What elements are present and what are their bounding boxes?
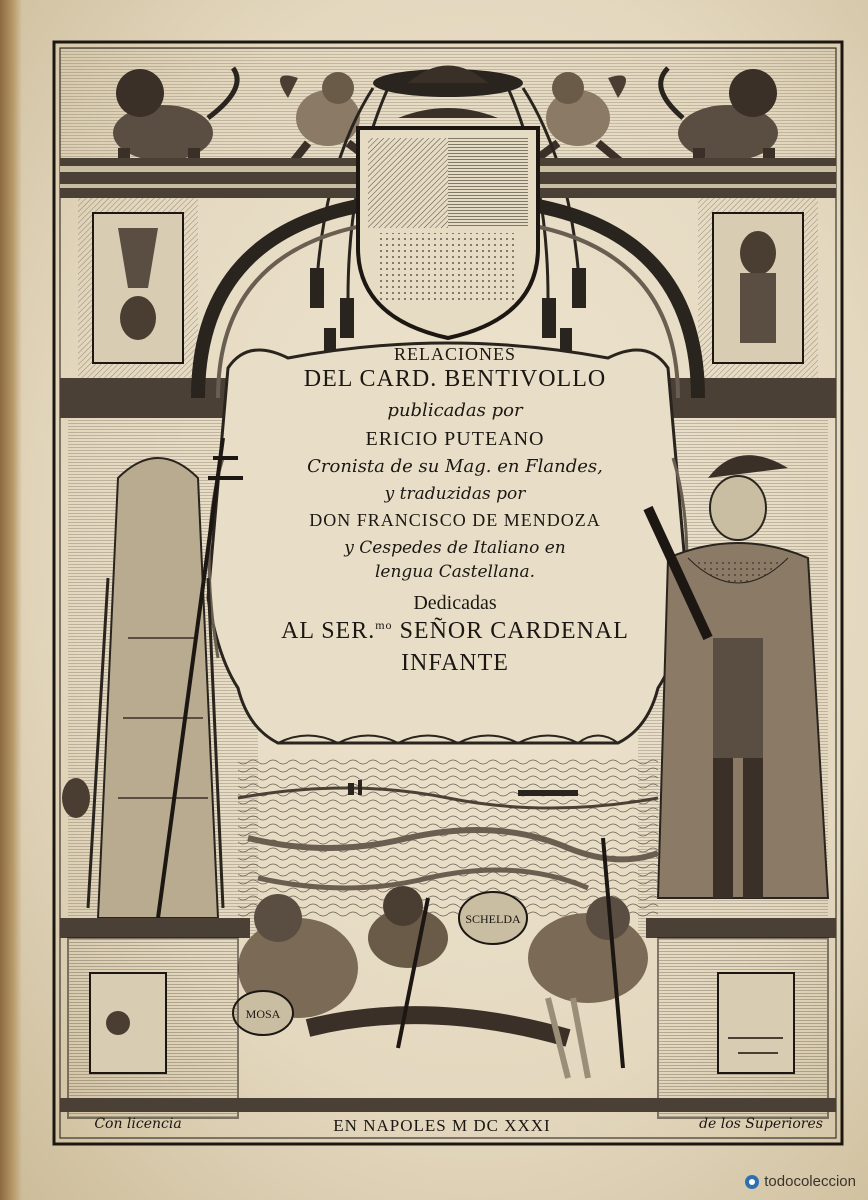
imprint-place-date: EN NAPOLES M DC XXXI — [333, 1116, 551, 1135]
title-line-dedicadas: Dedicadas — [413, 592, 497, 614]
title-line-publicadas: publicadas por — [387, 400, 523, 421]
imprint-licencia: Con licencia — [94, 1116, 182, 1132]
watermark — [744, 1173, 856, 1190]
title-text-block — [250, 344, 660, 714]
dedicatee-superscript: mo — [375, 618, 393, 632]
title-line-cespedes: y Cespedes de Italiano en — [344, 538, 566, 558]
dedicatee-prefix: AL SER. — [281, 618, 376, 644]
dedicatee-title: SEÑOR CARDENAL — [399, 618, 629, 644]
title-line-dedicatee — [250, 618, 660, 645]
title-line-cardinal: DEL CARD. BENTIVOLLO — [303, 366, 607, 392]
title-line-relaciones: RELACIONES — [394, 344, 516, 364]
urn-left-label: MOSA — [245, 1007, 281, 1021]
title-line-translator: DON FRANCISCO DE MENDOZA — [309, 510, 601, 530]
base-frieze — [60, 1098, 836, 1112]
title-line-traduzidas: y traduzidas por — [384, 484, 526, 504]
title-line-infante: INFANTE — [401, 650, 509, 676]
imprint-superiores: de los Superiores — [699, 1116, 823, 1132]
book-spine-shadow — [0, 0, 22, 1200]
watermark-text: todocoleccion — [764, 1173, 856, 1190]
title-line-cronista: Cronista de su Mag. en Flandes, — [307, 456, 603, 477]
urn-center-label: SCHELDA — [465, 912, 521, 926]
pedestal-right — [646, 918, 836, 1118]
watermark-logo-icon — [744, 1174, 760, 1190]
title-line-author: ERICIO PUTEANO — [365, 428, 545, 450]
title-line-lengua: lengua Castellana. — [374, 562, 536, 582]
coat-of-arms — [358, 108, 538, 338]
pedestal-left — [60, 918, 250, 1118]
landscape-scene — [238, 758, 658, 918]
